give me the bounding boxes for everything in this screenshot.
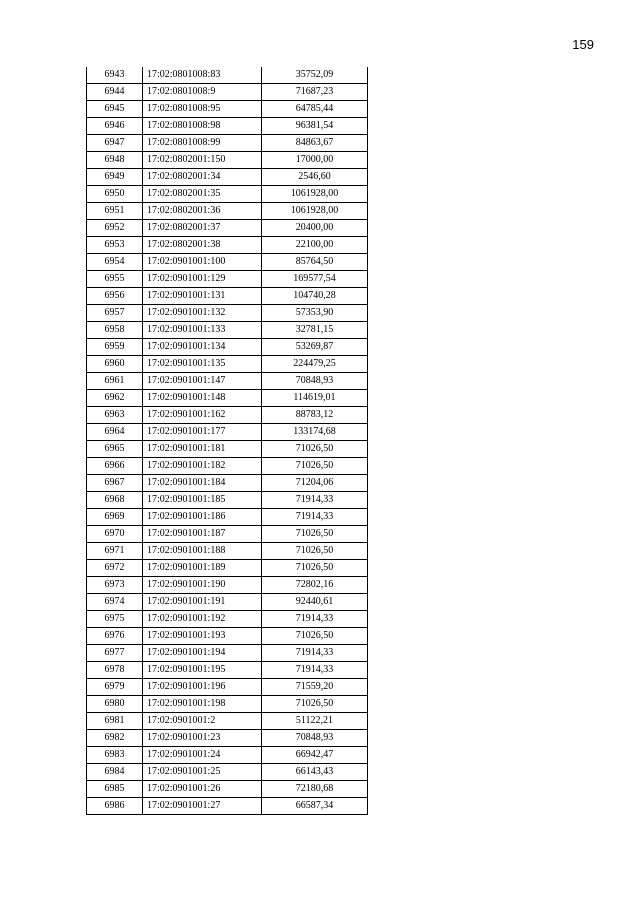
cadastral-number-cell: 17:02:0901001:190 bbox=[143, 577, 262, 594]
table-row bbox=[87, 237, 368, 254]
cadastral-number-cell: 17:02:0901001:195 bbox=[143, 662, 262, 679]
row-number-cell: 6944 bbox=[87, 84, 143, 101]
table-row bbox=[87, 424, 368, 441]
cadastral-value-cell: 70848,93 bbox=[262, 730, 368, 747]
cadastral-value-table bbox=[86, 67, 368, 815]
cadastral-value-cell: 71026,50 bbox=[262, 526, 368, 543]
row-number-cell: 6980 bbox=[87, 696, 143, 713]
row-number-cell: 6976 bbox=[87, 628, 143, 645]
table-row bbox=[87, 577, 368, 594]
table-row bbox=[87, 526, 368, 543]
cadastral-value-cell: 1061928,00 bbox=[262, 203, 368, 220]
cadastral-value-cell: 66942,47 bbox=[262, 747, 368, 764]
cadastral-number-cell: 17:02:0901001:193 bbox=[143, 628, 262, 645]
cadastral-value-cell: 17000,00 bbox=[262, 152, 368, 169]
cadastral-value-cell: 71914,33 bbox=[262, 611, 368, 628]
table-row bbox=[87, 67, 368, 84]
cadastral-number-cell: 17:02:0901001:132 bbox=[143, 305, 262, 322]
cadastral-value-cell: 85764,50 bbox=[262, 254, 368, 271]
table-row bbox=[87, 407, 368, 424]
cadastral-number-cell: 17:02:0901001:184 bbox=[143, 475, 262, 492]
table-row bbox=[87, 356, 368, 373]
table-row bbox=[87, 118, 368, 135]
table-row bbox=[87, 645, 368, 662]
cadastral-number-cell: 17:02:0901001:131 bbox=[143, 288, 262, 305]
cadastral-number-cell: 17:02:0802001:37 bbox=[143, 220, 262, 237]
cadastral-value-cell: 92440,61 bbox=[262, 594, 368, 611]
cadastral-number-cell: 17:02:0901001:100 bbox=[143, 254, 262, 271]
cadastral-value-cell: 71026,50 bbox=[262, 560, 368, 577]
row-number-cell: 6954 bbox=[87, 254, 143, 271]
cadastral-number-cell: 17:02:0802001:36 bbox=[143, 203, 262, 220]
table-row bbox=[87, 220, 368, 237]
row-number-cell: 6949 bbox=[87, 169, 143, 186]
cadastral-number-cell: 17:02:0901001:2 bbox=[143, 713, 262, 730]
row-number-cell: 6979 bbox=[87, 679, 143, 696]
cadastral-number-cell: 17:02:0801008:98 bbox=[143, 118, 262, 135]
cadastral-number-cell: 17:02:0901001:148 bbox=[143, 390, 262, 407]
cadastral-number-cell: 17:02:0801008:99 bbox=[143, 135, 262, 152]
cadastral-value-cell: 66587,34 bbox=[262, 798, 368, 815]
cadastral-value-cell: 32781,15 bbox=[262, 322, 368, 339]
table-row bbox=[87, 747, 368, 764]
row-number-cell: 6974 bbox=[87, 594, 143, 611]
row-number-cell: 6950 bbox=[87, 186, 143, 203]
cadastral-number-cell: 17:02:0901001:194 bbox=[143, 645, 262, 662]
cadastral-value-cell: 96381,54 bbox=[262, 118, 368, 135]
cadastral-value-cell: 88783,12 bbox=[262, 407, 368, 424]
row-number-cell: 6983 bbox=[87, 747, 143, 764]
cadastral-value-cell: 71026,50 bbox=[262, 543, 368, 560]
table-row bbox=[87, 101, 368, 118]
row-number-cell: 6970 bbox=[87, 526, 143, 543]
table-row bbox=[87, 152, 368, 169]
cadastral-number-cell: 17:02:0901001:26 bbox=[143, 781, 262, 798]
table-row bbox=[87, 594, 368, 611]
table-row bbox=[87, 475, 368, 492]
table-row bbox=[87, 781, 368, 798]
cadastral-number-cell: 17:02:0901001:23 bbox=[143, 730, 262, 747]
row-number-cell: 6961 bbox=[87, 373, 143, 390]
row-number-cell: 6960 bbox=[87, 356, 143, 373]
cadastral-value-cell: 1061928,00 bbox=[262, 186, 368, 203]
cadastral-number-cell: 17:02:0801008:83 bbox=[143, 67, 262, 84]
row-number-cell: 6965 bbox=[87, 441, 143, 458]
row-number-cell: 6953 bbox=[87, 237, 143, 254]
cadastral-number-cell: 17:02:0901001:186 bbox=[143, 509, 262, 526]
table-row bbox=[87, 186, 368, 203]
row-number-cell: 6964 bbox=[87, 424, 143, 441]
cadastral-value-cell: 72180,68 bbox=[262, 781, 368, 798]
cadastral-number-cell: 17:02:0901001:187 bbox=[143, 526, 262, 543]
table-row bbox=[87, 696, 368, 713]
cadastral-number-cell: 17:02:0901001:24 bbox=[143, 747, 262, 764]
cadastral-number-cell: 17:02:0901001:147 bbox=[143, 373, 262, 390]
cadastral-number-cell: 17:02:0802001:150 bbox=[143, 152, 262, 169]
row-number-cell: 6977 bbox=[87, 645, 143, 662]
cadastral-value-cell: 64785,44 bbox=[262, 101, 368, 118]
cadastral-number-cell: 17:02:0801008:95 bbox=[143, 101, 262, 118]
row-number-cell: 6973 bbox=[87, 577, 143, 594]
cadastral-value-cell: 71026,50 bbox=[262, 441, 368, 458]
row-number-cell: 6967 bbox=[87, 475, 143, 492]
cadastral-number-cell: 17:02:0901001:191 bbox=[143, 594, 262, 611]
cadastral-number-cell: 17:02:0802001:34 bbox=[143, 169, 262, 186]
table-row bbox=[87, 543, 368, 560]
table-row bbox=[87, 798, 368, 815]
table-row bbox=[87, 560, 368, 577]
table-row bbox=[87, 373, 368, 390]
cadastral-number-cell: 17:02:0901001:192 bbox=[143, 611, 262, 628]
table-row bbox=[87, 305, 368, 322]
cadastral-number-cell: 17:02:0901001:188 bbox=[143, 543, 262, 560]
cadastral-value-cell: 51122,21 bbox=[262, 713, 368, 730]
cadastral-number-cell: 17:02:0901001:133 bbox=[143, 322, 262, 339]
table-row bbox=[87, 169, 368, 186]
cadastral-number-cell: 17:02:0802001:38 bbox=[143, 237, 262, 254]
row-number-cell: 6956 bbox=[87, 288, 143, 305]
table-row bbox=[87, 254, 368, 271]
row-number-cell: 6982 bbox=[87, 730, 143, 747]
row-number-cell: 6985 bbox=[87, 781, 143, 798]
row-number-cell: 6955 bbox=[87, 271, 143, 288]
row-number-cell: 6984 bbox=[87, 764, 143, 781]
cadastral-value-cell: 71914,33 bbox=[262, 509, 368, 526]
cadastral-number-cell: 17:02:0901001:162 bbox=[143, 407, 262, 424]
cadastral-value-cell: 104740,28 bbox=[262, 288, 368, 305]
cadastral-number-cell: 17:02:0901001:27 bbox=[143, 798, 262, 815]
row-number-cell: 6947 bbox=[87, 135, 143, 152]
table-row bbox=[87, 84, 368, 101]
table-row bbox=[87, 322, 368, 339]
row-number-cell: 6957 bbox=[87, 305, 143, 322]
cadastral-value-cell: 71559,20 bbox=[262, 679, 368, 696]
row-number-cell: 6968 bbox=[87, 492, 143, 509]
cadastral-number-cell: 17:02:0901001:196 bbox=[143, 679, 262, 696]
cadastral-value-cell: 71026,50 bbox=[262, 696, 368, 713]
row-number-cell: 6963 bbox=[87, 407, 143, 424]
row-number-cell: 6978 bbox=[87, 662, 143, 679]
table-row bbox=[87, 713, 368, 730]
cadastral-value-cell: 71687,23 bbox=[262, 84, 368, 101]
cadastral-value-cell: 35752,09 bbox=[262, 67, 368, 84]
cadastral-number-cell: 17:02:0901001:135 bbox=[143, 356, 262, 373]
row-number-cell: 6952 bbox=[87, 220, 143, 237]
row-number-cell: 6986 bbox=[87, 798, 143, 815]
row-number-cell: 6981 bbox=[87, 713, 143, 730]
cadastral-value-cell: 70848,93 bbox=[262, 373, 368, 390]
table-row bbox=[87, 611, 368, 628]
table-row bbox=[87, 390, 368, 407]
cadastral-value-cell: 71914,33 bbox=[262, 492, 368, 509]
table-row bbox=[87, 628, 368, 645]
page-number: 159 bbox=[572, 37, 594, 52]
table-row bbox=[87, 679, 368, 696]
cadastral-number-cell: 17:02:0901001:181 bbox=[143, 441, 262, 458]
cadastral-value-cell: 71204,06 bbox=[262, 475, 368, 492]
row-number-cell: 6948 bbox=[87, 152, 143, 169]
cadastral-value-cell: 53269,87 bbox=[262, 339, 368, 356]
table-row bbox=[87, 509, 368, 526]
cadastral-value-cell: 71026,50 bbox=[262, 458, 368, 475]
row-number-cell: 6959 bbox=[87, 339, 143, 356]
cadastral-value-cell: 57353,90 bbox=[262, 305, 368, 322]
cadastral-number-cell: 17:02:0901001:134 bbox=[143, 339, 262, 356]
cadastral-number-cell: 17:02:0802001:35 bbox=[143, 186, 262, 203]
cadastral-value-cell: 169577,54 bbox=[262, 271, 368, 288]
row-number-cell: 6945 bbox=[87, 101, 143, 118]
cadastral-value-cell: 133174,68 bbox=[262, 424, 368, 441]
cadastral-number-cell: 17:02:0901001:182 bbox=[143, 458, 262, 475]
cadastral-value-cell: 114619,01 bbox=[262, 390, 368, 407]
table-body bbox=[87, 67, 368, 815]
row-number-cell: 6972 bbox=[87, 560, 143, 577]
cadastral-number-cell: 17:02:0901001:25 bbox=[143, 764, 262, 781]
table-row bbox=[87, 203, 368, 220]
cadastral-value-cell: 22100,00 bbox=[262, 237, 368, 254]
table-row bbox=[87, 339, 368, 356]
cadastral-number-cell: 17:02:0901001:189 bbox=[143, 560, 262, 577]
table-row bbox=[87, 730, 368, 747]
row-number-cell: 6966 bbox=[87, 458, 143, 475]
cadastral-value-cell: 20400,00 bbox=[262, 220, 368, 237]
cadastral-value-cell: 71914,33 bbox=[262, 662, 368, 679]
table-row bbox=[87, 271, 368, 288]
cadastral-number-cell: 17:02:0901001:198 bbox=[143, 696, 262, 713]
table-row bbox=[87, 458, 368, 475]
cadastral-number-cell: 17:02:0901001:129 bbox=[143, 271, 262, 288]
cadastral-value-cell: 84863,67 bbox=[262, 135, 368, 152]
row-number-cell: 6943 bbox=[87, 67, 143, 84]
cadastral-number-cell: 17:02:0901001:185 bbox=[143, 492, 262, 509]
row-number-cell: 6969 bbox=[87, 509, 143, 526]
row-number-cell: 6958 bbox=[87, 322, 143, 339]
row-number-cell: 6971 bbox=[87, 543, 143, 560]
row-number-cell: 6975 bbox=[87, 611, 143, 628]
cadastral-value-cell: 71914,33 bbox=[262, 645, 368, 662]
table-row bbox=[87, 441, 368, 458]
cadastral-value-cell: 2546,60 bbox=[262, 169, 368, 186]
table-row bbox=[87, 764, 368, 781]
row-number-cell: 6951 bbox=[87, 203, 143, 220]
row-number-cell: 6962 bbox=[87, 390, 143, 407]
row-number-cell: 6946 bbox=[87, 118, 143, 135]
table-row bbox=[87, 288, 368, 305]
cadastral-number-cell: 17:02:0901001:177 bbox=[143, 424, 262, 441]
table-row bbox=[87, 662, 368, 679]
cadastral-value-cell: 66143,43 bbox=[262, 764, 368, 781]
table-row bbox=[87, 492, 368, 509]
table-row bbox=[87, 135, 368, 152]
cadastral-value-cell: 71026,50 bbox=[262, 628, 368, 645]
cadastral-value-cell: 224479,25 bbox=[262, 356, 368, 373]
cadastral-number-cell: 17:02:0801008:9 bbox=[143, 84, 262, 101]
cadastral-value-cell: 72802,16 bbox=[262, 577, 368, 594]
